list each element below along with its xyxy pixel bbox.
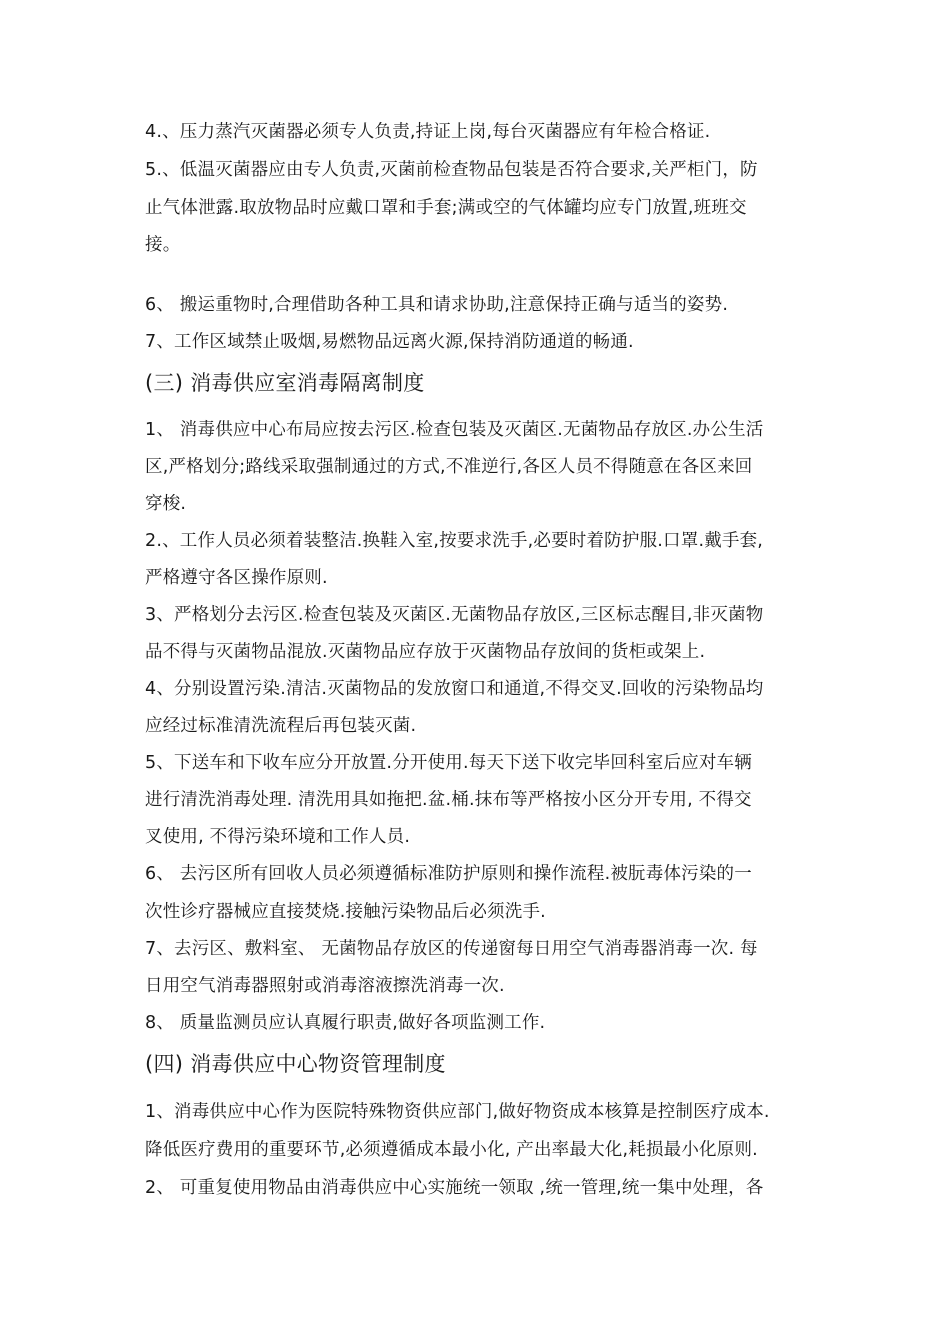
paragraph-line: 次性诊疗器械应直接焚烧.接触污染物品后必须洗手.	[145, 902, 546, 922]
paragraph-line: 止气体泄露.取放物品时应戴口罩和手套;满或空的气体罐均应专门放置,班班交	[145, 198, 747, 218]
paragraph-line: 4、分别设置污染.清洁.灭菌物品的发放窗口和通道,不得交叉.回收的污染物品均	[145, 679, 764, 699]
section-heading: (三) 消毒供应室消毒隔离制度	[145, 371, 425, 395]
paragraph-line: 2、 可重复使用物品由消毒供应中心实施统一领取 ,统一管理,统一集中处理，各	[145, 1178, 764, 1198]
paragraph-line: 8、 质量监测员应认真履行职责,做好各项监测工作.	[145, 1013, 546, 1033]
paragraph-line: 叉使用, 不得污染环境和工作人员.	[145, 827, 411, 847]
paragraph-line: 7、去污区、敷料室、 无菌物品存放区的传递窗每日用空气消毒器消毒一次. 每	[145, 939, 758, 959]
paragraph-line: 日用空气消毒器照射或消毒溶液擦洗消毒一次.	[145, 976, 505, 996]
paragraph-line: 5.、低温灭菌器应由专人负责,灭菌前检查物品包装是否符合要求,关严柜门，防	[145, 160, 758, 180]
paragraph-line: 进行清洗消毒处理. 清洗用具如拖把.盆.桶.抹布等严格按小区分开专用, 不得交	[145, 790, 752, 810]
paragraph-line: 1、消毒供应中心作为医院特殊物资供应部门,做好物资成本核算是控制医疗成本.	[145, 1102, 770, 1122]
paragraph-line: 1、 消毒供应中心布局应按去污区.检查包装及灭菌区.无菌物品存放区.办公生活	[145, 420, 764, 440]
paragraph-line: 应经过标准清洗流程后再包装灭菌.	[145, 716, 417, 736]
paragraph-line: 降低医疗费用的重要环节,必须遵循成本最小化, 产出率最大化,耗损最小化原则.	[145, 1140, 758, 1160]
paragraph-line: 穿梭.	[145, 494, 187, 514]
paragraph-line: 4.、压力蒸汽灭菌器必须专人负责,持证上岗,每台灭菌器应有年检合格证.	[145, 122, 711, 142]
paragraph-line: 区,严格划分;路线采取强制通过的方式,不准逆行,各区人员不得随意在各区来回	[145, 457, 753, 477]
paragraph-line: 6、 搬运重物时,合理借助各种工具和请求协助,注意保持正确与适当的姿势.	[145, 295, 729, 315]
paragraph-line: 5、下送车和下收车应分开放置.分开使用.每天下送下收完毕回科室后应对车辆	[145, 753, 752, 773]
paragraph-line: 接。	[145, 235, 181, 255]
paragraph-line: 7、工作区域禁止吸烟,易燃物品远离火源,保持消防通道的畅通.	[145, 332, 634, 352]
paragraph-line: 3、严格划分去污区.检查包装及灭菌区.无菌物品存放区,三区标志醒目,非灭菌物	[145, 605, 764, 625]
paragraph-line: 品不得与灭菌物品混放.灭菌物品应存放于灭菌物品存放间的货柜或架上.	[145, 642, 706, 662]
section-heading: (四) 消毒供应中心物资管理制度	[145, 1052, 446, 1076]
paragraph-line: 严格遵守各区操作原则.	[145, 568, 328, 588]
paragraph-line: 2.、工作人员必须着装整洁.换鞋入室,按要求洗手,必要时着防护服.口罩.戴手套,	[145, 531, 764, 551]
paragraph-line: 6、 去污区所有回收人员必须遵循标准防护原则和操作流程.被朊毒体污染的一	[145, 864, 752, 884]
